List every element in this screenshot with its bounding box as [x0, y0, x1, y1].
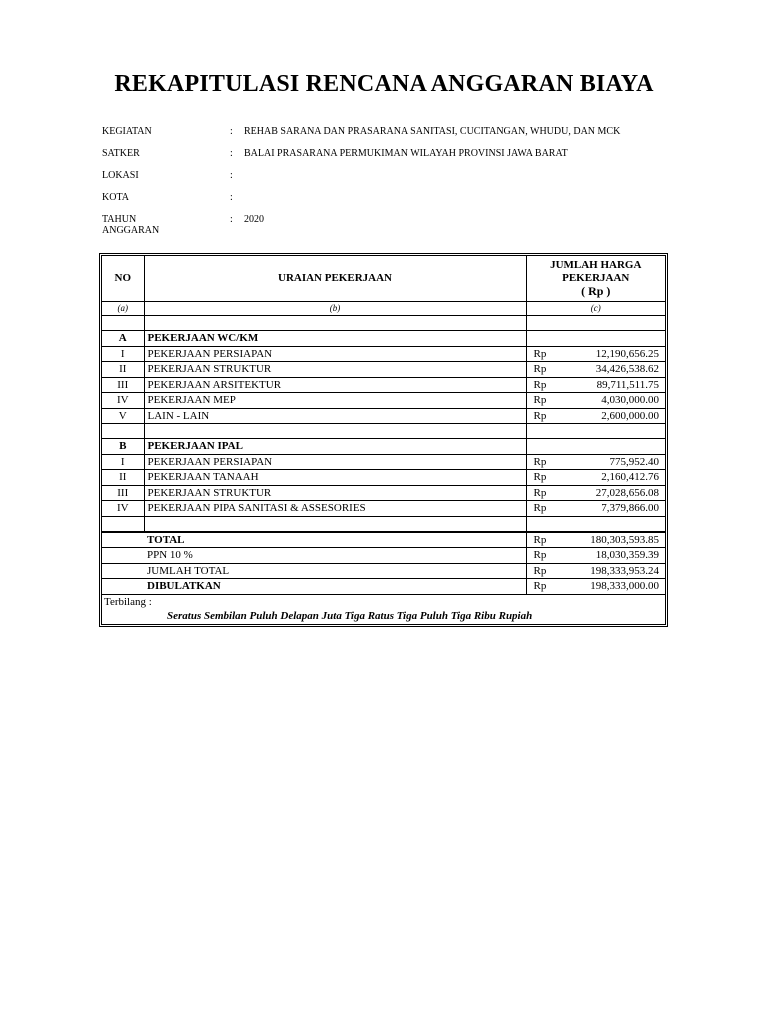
- jumlah-total-label: JUMLAH TOTAL: [144, 563, 526, 579]
- amount: 2,160,412.76: [601, 471, 659, 483]
- jumlah-total-no-cell: [102, 563, 144, 579]
- dibulatkan-row: [102, 579, 665, 595]
- meta-value: REHAB SARANA DAN PRASARANA SANITASI, CUCITANGAN, WHUDU, DAN MCK: [244, 126, 621, 137]
- ppn-row: [102, 548, 665, 564]
- group-amount-cell: [526, 331, 665, 347]
- column-header-jumlah: [526, 256, 665, 302]
- meta-colon: :: [230, 126, 233, 137]
- blank-row: [102, 424, 665, 439]
- item-amount-cell: [526, 470, 665, 486]
- group-name: PEKERJAAN IPAL: [144, 439, 526, 455]
- subheader-c: (c): [526, 302, 665, 316]
- item-desc: PEKERJAAN PERSIAPAN: [144, 346, 526, 362]
- item-desc: PEKERJAAN MEP: [144, 393, 526, 409]
- item-desc: PEKERJAAN PERSIAPAN: [144, 454, 526, 470]
- terbilang-label-row: [102, 594, 665, 609]
- item-desc: PEKERJAAN TANAAH: [144, 470, 526, 486]
- document-title: REKAPITULASI RENCANA ANGGARAN BIAYA: [114, 71, 654, 97]
- table-row: [102, 362, 665, 378]
- group-row-b: [102, 439, 665, 455]
- amount: 198,333,953.24: [590, 564, 659, 577]
- currency: Rp: [533, 409, 547, 422]
- subheader-a: (a): [102, 302, 144, 316]
- meta-colon: :: [230, 214, 233, 225]
- item-amount-cell: [526, 501, 665, 517]
- ppn-amount-cell: [526, 548, 665, 564]
- ppn-no-cell: [102, 548, 144, 564]
- item-desc: PEKERJAAN STRUKTUR: [144, 362, 526, 378]
- currency: Rp: [533, 533, 547, 546]
- table-row: [102, 485, 665, 501]
- total-amount-cell: [526, 532, 665, 548]
- amount: 12,190,656.25: [595, 347, 659, 360]
- meta-value: 2020: [244, 214, 264, 225]
- table-row: [102, 501, 665, 517]
- group-row-a: [102, 331, 665, 347]
- currency: Rp: [533, 549, 547, 561]
- item-no: III: [102, 377, 144, 393]
- column-header-no: NO: [102, 256, 144, 302]
- currency: Rp: [533, 486, 547, 499]
- dibulatkan-no-cell: [102, 579, 144, 595]
- item-no: IV: [102, 393, 144, 409]
- column-header-uraian: URAIAN PEKERJAAN: [144, 256, 526, 302]
- meta-value: BALAI PRASARANA PERMUKIMAN WILAYAH PROVINSI JAWA BARAT: [244, 148, 568, 159]
- jumlah-line-3: ( Rp ): [581, 284, 611, 298]
- jumlah-line-1: JUMLAH HARGA: [550, 259, 642, 271]
- amount: 27,028,656.08: [595, 486, 659, 499]
- terbilang-label: Terbilang :: [104, 595, 152, 608]
- item-no: V: [102, 408, 144, 424]
- amount: 775,952.40: [609, 455, 659, 468]
- budget-table: [99, 253, 668, 627]
- currency: Rp: [533, 502, 547, 514]
- total-row: [102, 532, 665, 548]
- table-subheader-row: [102, 302, 665, 316]
- item-no: I: [102, 454, 144, 470]
- item-amount-cell: [526, 346, 665, 362]
- jumlah-total-row: [102, 563, 665, 579]
- item-desc: PEKERJAAN PIPA SANITASI & ASSESORIES: [144, 501, 526, 517]
- item-no: III: [102, 485, 144, 501]
- ppn-label: PPN 10 %: [144, 548, 526, 564]
- table-row: [102, 454, 665, 470]
- group-code: B: [102, 439, 144, 455]
- amount: 89,711,511.75: [596, 378, 659, 391]
- jumlah-total-amount-cell: [526, 563, 665, 579]
- currency: Rp: [533, 564, 547, 577]
- item-desc: PEKERJAAN ARSITEKTUR: [144, 377, 526, 393]
- item-desc: LAIN - LAIN: [144, 408, 526, 424]
- amount: 18,030,359.39: [595, 549, 659, 561]
- group-code: A: [102, 331, 144, 347]
- item-amount-cell: [526, 362, 665, 378]
- dibulatkan-amount-cell: [526, 579, 665, 595]
- table-row: [102, 408, 665, 424]
- meta-key: KOTA: [102, 192, 129, 203]
- amount: 2,600,000.00: [601, 409, 659, 422]
- meta-key: SATKER: [102, 148, 140, 159]
- item-desc: PEKERJAAN STRUKTUR: [144, 485, 526, 501]
- meta-colon: :: [230, 170, 233, 181]
- total-label: TOTAL: [144, 532, 526, 548]
- item-no: IV: [102, 501, 144, 517]
- amount: 34,426,538.62: [595, 363, 659, 375]
- item-no: I: [102, 346, 144, 362]
- blank-row: [102, 316, 665, 331]
- item-amount-cell: [526, 485, 665, 501]
- currency: Rp: [533, 394, 547, 406]
- meta-colon: :: [230, 148, 233, 159]
- amount: 4,030,000.00: [601, 394, 659, 406]
- currency: Rp: [533, 347, 547, 360]
- blank-row: [102, 516, 665, 532]
- item-no: II: [102, 470, 144, 486]
- meta-key: TAHUN ANGGARAN: [102, 214, 160, 236]
- item-no: II: [102, 362, 144, 378]
- group-amount-cell: [526, 439, 665, 455]
- item-amount-cell: [526, 408, 665, 424]
- meta-colon: :: [230, 192, 233, 203]
- group-name: PEKERJAAN WC/KM: [144, 331, 526, 347]
- item-amount-cell: [526, 377, 665, 393]
- amount: 198,333,000.00: [590, 580, 659, 592]
- terbilang-text: Seratus Sembilan Puluh Delapan Juta Tiga Ratus Tiga Puluh Tiga Ribu Rupiah: [167, 610, 533, 622]
- currency: Rp: [533, 455, 547, 468]
- currency: Rp: [533, 580, 547, 592]
- total-no-cell: [102, 532, 144, 548]
- table-row: [102, 377, 665, 393]
- terbilang-text-row: [102, 609, 665, 624]
- amount: 7,379,866.00: [601, 502, 659, 514]
- currency: Rp: [533, 363, 547, 375]
- jumlah-line-2: PEKERJAAN: [562, 272, 630, 284]
- subheader-b: (b): [144, 302, 526, 316]
- meta-key: LOKASI: [102, 170, 139, 181]
- dibulatkan-label: DIBULATKAN: [144, 579, 526, 595]
- table-header-row: [102, 256, 665, 302]
- table-row: [102, 470, 665, 486]
- currency: Rp: [533, 378, 547, 391]
- table-row: [102, 346, 665, 362]
- currency: Rp: [533, 471, 547, 483]
- table-row: [102, 393, 665, 409]
- item-amount-cell: [526, 393, 665, 409]
- amount: 180,303,593.85: [590, 533, 659, 546]
- meta-key: KEGIATAN: [102, 126, 152, 137]
- item-amount-cell: [526, 454, 665, 470]
